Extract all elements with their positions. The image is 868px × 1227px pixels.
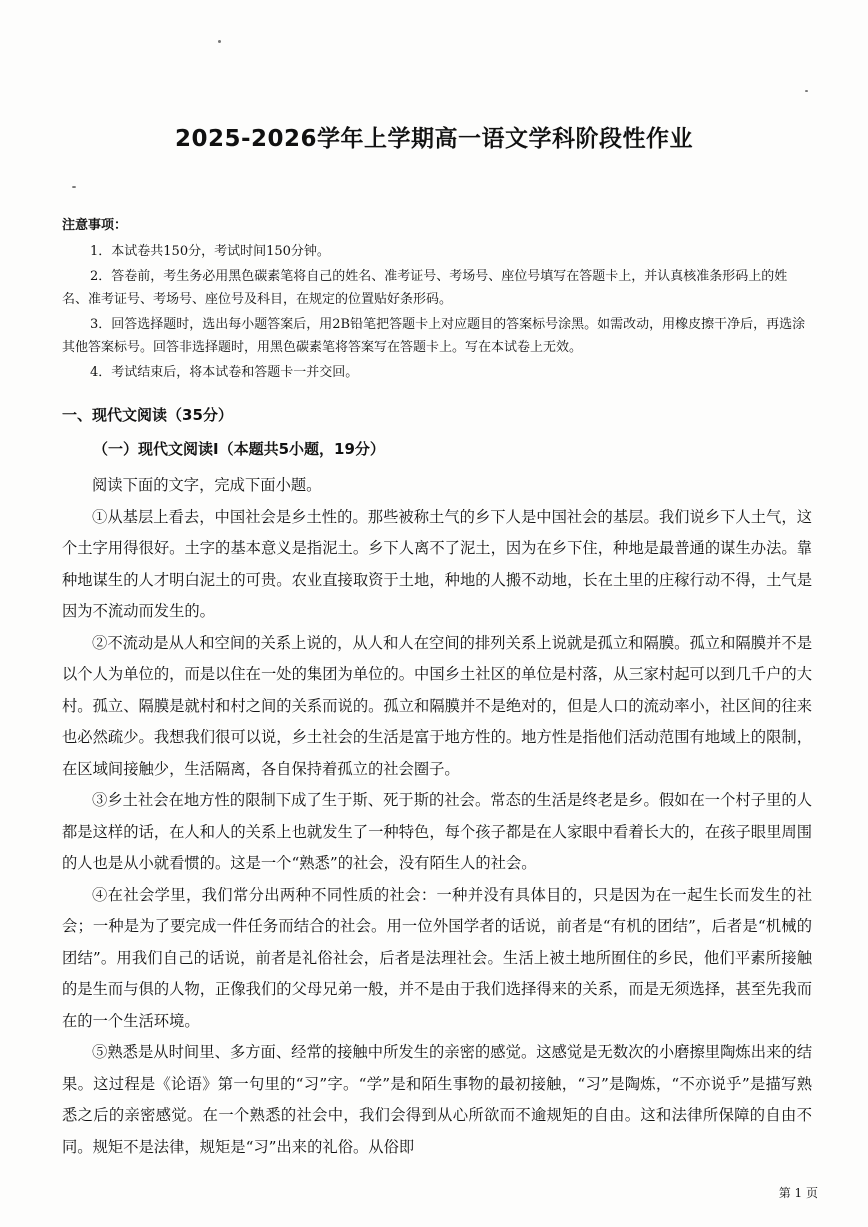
notice-item: 2．答卷前，考生务必用黑色碳素笔将自己的姓名、准考证号、考场号、座位号填写在答题卡上，并认真核准条形码上的姓名、准考证号、考场号、座位号及科目，在规定的位置贴好条形码。 [62,269,788,307]
section-heading: 一、现代文阅读（35分） [62,406,233,424]
passage-paragraph: ①从基层上看去，中国社会是乡土性的。那些被称土气的乡下人是中国社会的基层。我们说乡下人土气，这个土字用得很好。土字的基本意义是指泥土。乡下人离不了泥土，因为在乡下住，种地是最普通的谋生办法。靠种地谋生的人才明白泥土的可贵。农业直接取资于土地，种地的人搬不动地，长在土里的庄稼行动不得，土气是因为不流动而发生的。 [62,507,812,620]
scan-speck [218,40,221,43]
reading-passage [62,470,812,1163]
passage-intro: 阅读下面的文字，完成下面小题。 [92,476,322,494]
page-title: 2025-2026学年上学期高一语文学科阶段性作业 [174,126,694,152]
notice-item: 4．考试结束后，将本试卷和答题卡一并交回。 [90,365,359,380]
notice-heading: 注意事项： [62,218,128,233]
notice-item: 1．本试卷共150分，考试时间150分钟。 [90,244,330,259]
passage-paragraph: ④在社会学里，我们常分出两种不同性质的社会：一种并没有具体目的，只是因为在一起生长而发生的社会；一种是为了要完成一件任务而结合的社会。用一位外国学者的话说，前者是“有机的团结”，后者是“机械的团结”。用我们自己的话说，前者是礼俗社会，后者是法理社会。生活上被土地所囿住的乡民，他们平素所接触的是生而与俱的人物，正像我们的父母兄弟一般，并不是由于我们选择得来的关系，而是无须选择，甚至先我而在的一个生活环境。 [62,885,812,1030]
notice-block [62,214,812,386]
scan-speck [72,186,76,188]
page-number: 第 1 页 [778,1186,818,1200]
subsection-heading: （一）现代文阅读Ⅰ（本题共5小题，19分） [93,440,385,458]
passage-paragraph: ③乡土社会在地方性的限制下成了生于斯、死于斯的社会。常态的生活是终老是乡。假如在一个村子里的人都是这样的话，在人和人的关系上也就发生了一种特色，每个孩子都是在人家眼中看着长大的，在孩子眼里周围的人也是从小就看惯的。这是一个“熟悉”的社会，没有陌生人的社会。 [62,791,812,872]
scan-speck [805,90,808,92]
passage-paragraph: ⑤熟悉是从时间里、多方面、经常的接触中所发生的亲密的感觉。这感觉是无数次的小磨擦里陶炼出来的结果。这过程是《论语》第一句里的“习”字。“学”是和陌生事物的最初接触，“习”是陶炼，“不亦说乎”是描写熟悉之后的亲密感觉。在一个熟悉的社会中，我们会得到从心所欲而不逾规矩的自由。这和法律所保障的自由不同。规矩不是法律，规矩是“习”出来的礼俗。从俗即 [62,1043,812,1156]
notice-item: 3．回答选择题时，选出每小题答案后，用2B铅笔把答题卡上对应题目的答案标号涂黑。如需改动，用橡皮擦干净后，再选涂其他答案标号。回答非选择题时，用黑色碳素笔将答案写在答题卡上。写在本试卷上无效。 [62,317,806,355]
passage-paragraph: ②不流动是从人和空间的关系上说的，从人和人在空间的排列关系上说就是孤立和隔膜。孤立和隔膜并不是以个人为单位的，而是以住在一处的集团为单位的。中国乡土社区的单位是村落，从三家村起可以到几千户的大村。孤立、隔膜是就村和村之间的关系而说的。孤立和隔膜并不是绝对的，但是人口的流动率小，社区间的往来也必然疏少。我想我们很可以说，乡土社会的生活是富于地方性的。地方性是指他们活动范围有地域上的限制，在区域间接触少，生活隔离，各自保持着孤立的社会圈子。 [62,633,812,778]
